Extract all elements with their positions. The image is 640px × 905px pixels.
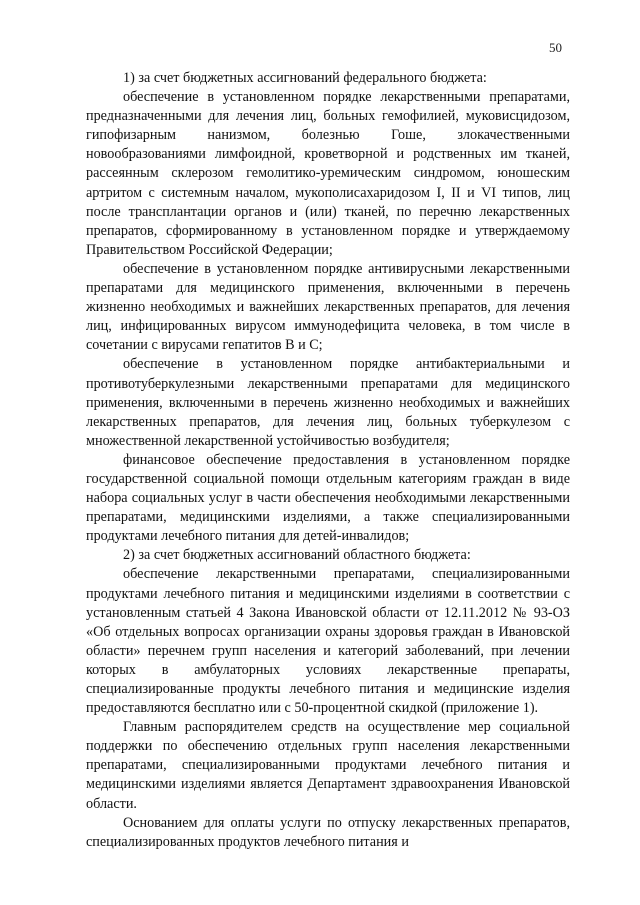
paragraph-antibacterial: обеспечение в установленном порядке антибактериальными и противотуберкулезными лекарственными препаратами для медицинского применения, включенными в перечень жизненно необходимых и важнейших лекарственных препаратов, для лечения лиц, больных туберкулезом с множественной лекарственной устойчивостью возбудителя; bbox=[86, 356, 570, 449]
paragraph-regional-budget-heading: 2) за счет бюджетных ассигнований областного бюджета: bbox=[123, 547, 471, 564]
page-number: 50 bbox=[549, 40, 562, 55]
paragraph-chief-administrator: Главным распорядителем средств на осуществление мер социальной поддержки по обеспечению отдельных групп населения лекарственными препаратами, специализированными продуктами лечебного питания и медицинскими изделиями является Департамент здравоохранения Ивановской области. bbox=[86, 719, 570, 812]
document-body bbox=[86, 69, 570, 852]
paragraph-antiviral: обеспечение в установленном порядке антивирусными лекарственными препаратами для медицинского применения, включенными в перечень жизненно необходимых и важнейших лекарственных препаратов, для лечения лиц, инфицированных вирусом иммунодефицита человека, в том числе в сочетании с вирусами гепатитов В и С; bbox=[86, 260, 570, 354]
paragraph-payment-basis: Основанием для оплаты услуги по отпуску лекарственных препаратов, специализированных продуктов лечебного питания и bbox=[86, 814, 570, 850]
paragraph-social-help: финансовое обеспечение предоставления в установленном порядке государственной социальной помощи отдельным категориям граждан в виде набора социальных услуг в части обеспечения необходимыми лекарственными препаратами, медицинскими изделиями, а также специализированными продуктами лечебного питания для детей-инвалидов; bbox=[86, 451, 570, 545]
paragraph-regional-provision: обеспечение лекарственными препаратами, специализированными продуктами лечебного питания и медицинскими изделиями в соответствии с установленным статьей 4 Закона Ивановской области от 12.11.2012 № 93-ОЗ «Об отдельных вопросах организации охраны здоровья граждан в Ивановской области» перечнем групп населения и категорий заболеваний, при лечении которых в амбулаторных условиях лекарственные препараты, специализированные продукты лечебного питания и медицинские изделия предоставляются бесплатно или с 50-процентной скидкой (приложение 1). bbox=[86, 566, 570, 717]
paragraph-rare-diseases: обеспечение в установленном порядке лекарственными препаратами, предназначенными для лечения лиц, больных гемофилией, муковисцидозом, гипофизарным нанизмом, болезнью Гоше, злокачественными новообразованиями лимфоидной, кроветворной и родственных им тканей, рассеянным склерозом гемолитико-уремическим синдромом, юношеским артритом с системным началом, мукополисахаридозом I, II и VI типов, лиц после трансплантации органов и (или) тканей, по перечню лекарственных препаратов, сформированному в установленном порядке и утверждаемому Правительством Российской Федерации; bbox=[86, 89, 570, 258]
paragraph-federal-budget-heading: 1) за счет бюджетных ассигнований федерального бюджета: bbox=[123, 70, 487, 86]
